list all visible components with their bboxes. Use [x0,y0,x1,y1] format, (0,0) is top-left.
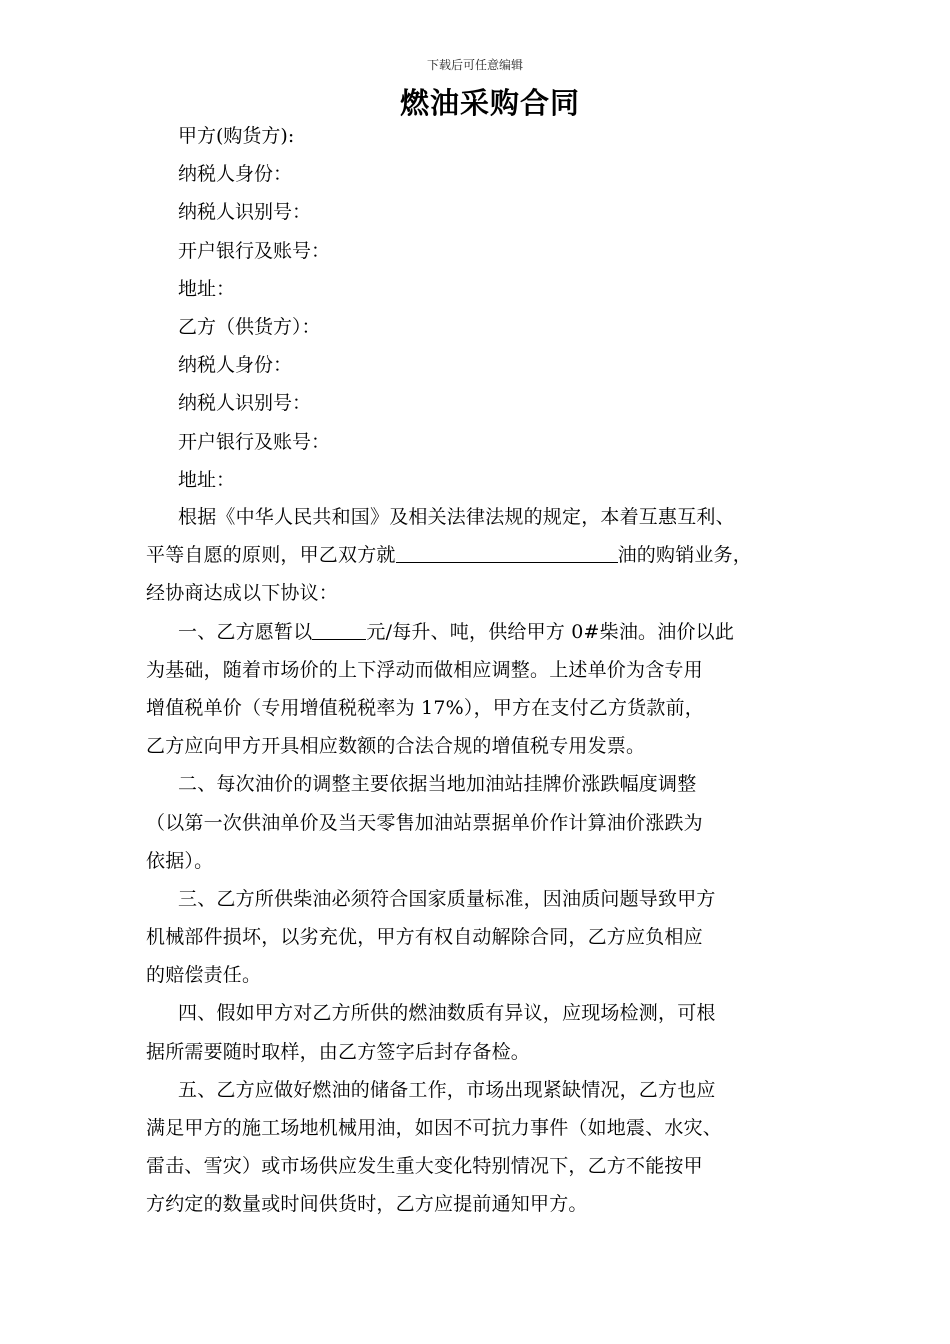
clause-5-line: 雷击、雪灾）或市场供应发生重大变化特别情况下，乙方不能按甲 [146,1155,703,1178]
intro-text: 油的购销业务， [617,544,753,567]
clause-2-line: 二、每次油价的调整主要依据当地加油站挂牌价涨跌幅度调整 [178,773,697,796]
clause-1-line [146,613,816,651]
party-b-taxpayer-identity: 纳税人身份： [178,354,293,377]
clause-1-line: 为基础，随着市场价的上下浮动而做相应调整。上述单价为含专用 [146,658,703,681]
clause-3-line: 三、乙方所供柴油必须符合国家质量标准，因油质问题导致甲方 [178,887,716,910]
intro-paragraph [146,498,816,613]
header-note: 下载后可任意编辑 [426,58,523,72]
document-title: 燃油采购合同 [399,86,580,120]
clause-5 [146,1071,816,1224]
party-a-address: 地址： [178,277,236,300]
party-b-address: 地址： [178,468,236,491]
clause-4-line: 据所需要随时取样，由乙方签字后封存备检。 [146,1040,531,1063]
clause-3-line: 机械部件损坏，以劣充优，甲方有权自动解除合同，乙方应负相应 [146,926,703,949]
clause-5-line: 满足甲方的施工场地机械用油，如因不可抗力事件（如地震、水灾、 [146,1117,723,1139]
party-a-label: 甲方(购货方): [178,125,295,147]
clause-3-line: 的赔偿责任。 [146,964,262,987]
contract-body [146,498,816,1224]
price-blank [312,617,366,640]
clause-2-line: （以第一次供油单价及当天零售加油站票据单价作计算油价涨跌为 [146,811,703,834]
clause-3 [146,880,816,995]
clause-2-line: 依据）。 [146,849,214,872]
party-a-taxpayer-id: 纳税人识别号： [178,201,312,224]
clause-1 [146,613,816,766]
clause-4 [146,994,816,1070]
party-b-bank-account: 开户银行及账号： [178,430,331,453]
clause-2 [146,765,816,880]
party-b-label: 乙方（供货方）： [178,315,321,338]
parties-section [178,117,330,499]
oil-type-blank [396,540,618,563]
party-a-bank-account: 开户银行及账号： [178,239,331,262]
party-b-taxpayer-id: 纳税人识别号： [178,392,312,415]
party-a-taxpayer-identity: 纳税人身份： [178,163,293,186]
intro-line [146,536,816,574]
clause-1-text: 一、乙方愿暂以 [178,620,313,643]
clause-1-text: 元/每升、吨，供给甲方 0#柴油。油价以此 [366,620,735,643]
intro-line: 根据《中华人民共和国》及相关法律法规的规定，本着互惠互利、 [178,506,735,528]
clause-1-line: 乙方应向甲方开具相应数额的合法合规的增值税专用发票。 [146,735,646,758]
intro-line: 经协商达成以下协议： [146,582,339,605]
clause-5-line: 方约定的数量或时间供货时，乙方应提前通知甲方。 [146,1193,588,1216]
clause-4-line: 四、假如甲方对乙方所供的燃油数质有异议，应现场检测，可根 [178,1002,716,1025]
clause-5-line: 五、乙方应做好燃油的储备工作，市场出现紧缺情况，乙方也应 [178,1078,716,1101]
clause-1-line: 增值税单价（专用增值税税率为 17%），甲方在支付乙方货款前， [146,696,704,719]
intro-text: 平等自愿的原则，甲乙双方就 [146,544,396,567]
